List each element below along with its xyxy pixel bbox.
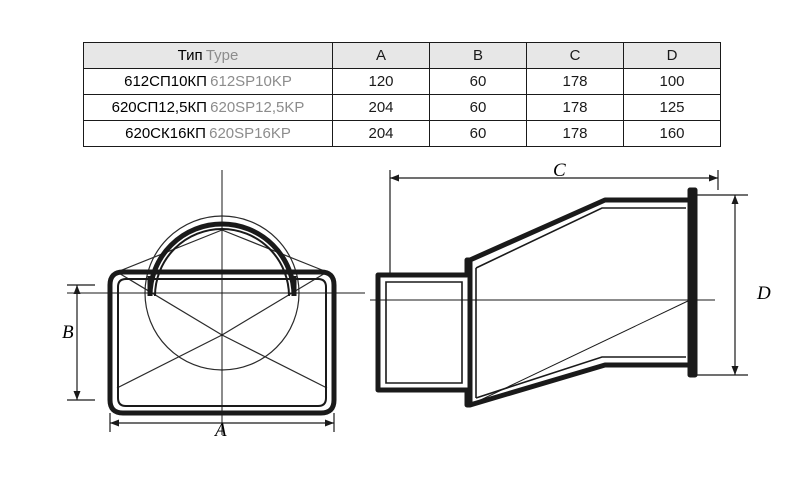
column-header-a: A	[333, 43, 430, 69]
dimension-label-a: A	[215, 420, 227, 441]
cell-type-ru: 620СК16КП	[125, 125, 206, 142]
cell-type	[84, 95, 333, 121]
reducer-outline	[378, 190, 695, 405]
table-row	[84, 69, 721, 95]
dim-b-arrow-top	[74, 285, 81, 294]
cell-a: 204	[333, 95, 430, 121]
socket-inner-rect	[386, 282, 462, 383]
side-view-drawing	[370, 160, 770, 430]
cone-line	[117, 335, 222, 388]
column-header-type-ru: Тип	[177, 47, 203, 64]
cell-b: 60	[430, 95, 527, 121]
table-header-row	[84, 43, 721, 69]
column-header-d: D	[624, 43, 721, 69]
dim-d-arrow-bottom	[732, 366, 739, 375]
taper-inner-top	[476, 208, 686, 268]
cell-a: 204	[333, 121, 430, 147]
cell-type-ru: 612СП10КП	[124, 73, 207, 90]
column-header-b: B	[430, 43, 527, 69]
cell-d: 125	[624, 95, 721, 121]
dimension-label-d: D	[757, 283, 771, 304]
dim-b-arrow-bottom	[74, 391, 81, 400]
dim-c-arrow-left	[390, 175, 399, 182]
dim-a-arrow-left	[110, 420, 119, 427]
dimension-d	[695, 195, 748, 375]
cell-a: 120	[333, 69, 430, 95]
taper-and-right-spigot-outline	[470, 190, 695, 405]
specification-table	[83, 42, 721, 147]
table-header	[84, 43, 721, 69]
inner-wall-lines	[386, 208, 686, 398]
cell-c: 178	[527, 95, 624, 121]
cell-c: 178	[527, 69, 624, 95]
column-header-type	[84, 43, 333, 69]
taper-projection-line	[470, 300, 690, 405]
dim-d-arrow-top	[732, 195, 739, 204]
cell-type-ru: 620СП12,5КП	[111, 99, 207, 116]
dimension-label-c: C	[553, 160, 566, 181]
cell-b: 60	[430, 69, 527, 95]
table-row	[84, 121, 721, 147]
front-view-drawing	[55, 160, 375, 450]
cell-type-en: 620SP16KP	[209, 125, 291, 142]
cone-line	[117, 272, 222, 335]
dim-a-arrow-right	[325, 420, 334, 427]
column-header-c: C	[527, 43, 624, 69]
table-row	[84, 95, 721, 121]
cone-line	[222, 335, 327, 388]
cell-type	[84, 69, 333, 95]
cone-line	[222, 272, 327, 335]
cell-b: 60	[430, 121, 527, 147]
cell-c: 178	[527, 121, 624, 147]
table-body	[84, 69, 721, 147]
dim-c-arrow-right	[709, 175, 718, 182]
cell-type-en: 612SP10KP	[210, 73, 292, 90]
cell-type	[84, 121, 333, 147]
column-header-type-en: Type	[205, 47, 239, 64]
cell-d: 160	[624, 121, 721, 147]
cell-type-en: 620SP12,5KP	[210, 99, 305, 116]
dimension-label-b: B	[62, 322, 74, 343]
cell-d: 100	[624, 69, 721, 95]
